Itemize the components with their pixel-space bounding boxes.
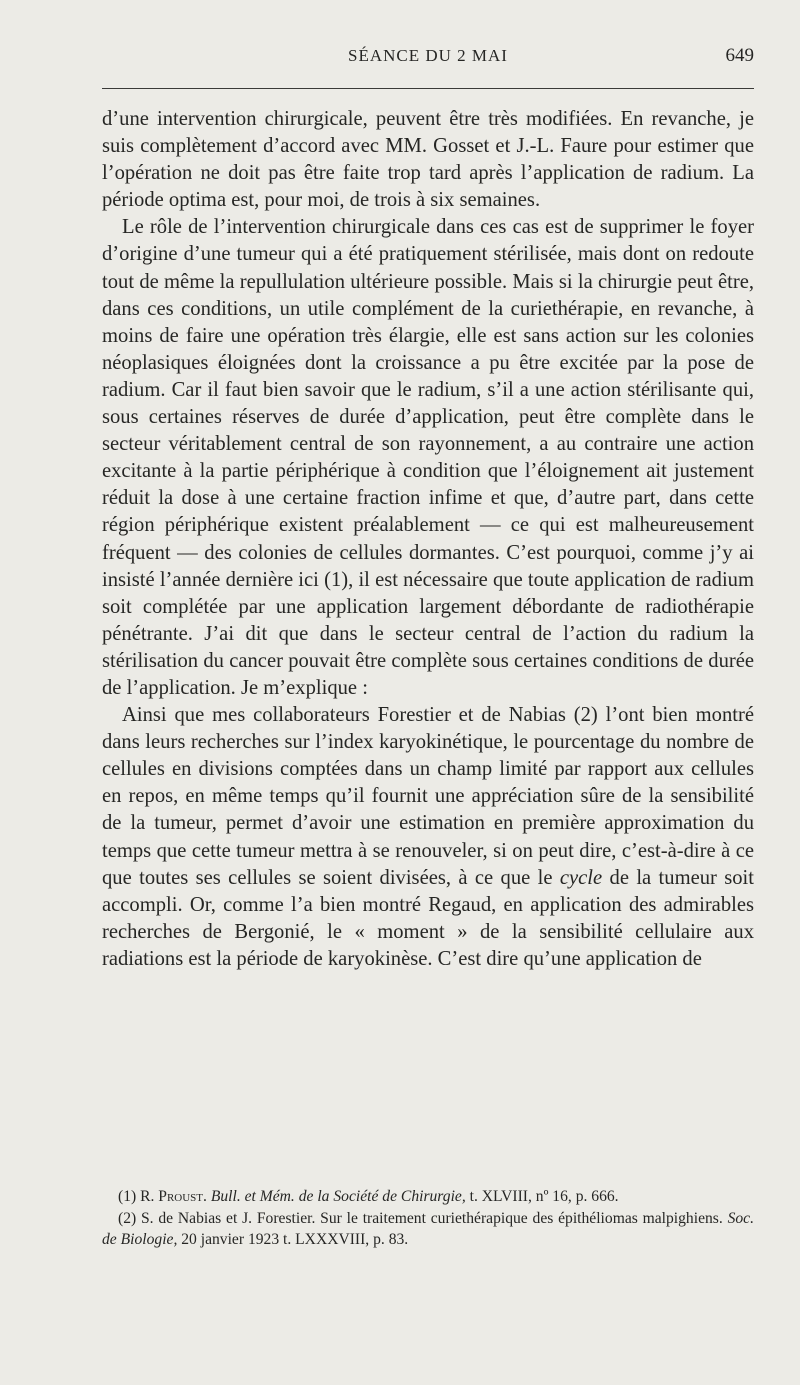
header-rule: [102, 88, 754, 89]
footnote-1-rest: t. XLVIII, nº 16, p. 666.: [465, 1188, 619, 1205]
page-number: 649: [725, 45, 754, 66]
paragraph-2: Le rôle de l’intervention chirurgicale dans ces cas est de supprimer le foyer d’origine d’une tumeur qui a été pratiquement stérilisée, mais dont on redoute tout de même la repullulation ultérieure possible. Mais si la chirurgie peut être, dans ces conditions, un utile complément de la curiethérapie, en revanche, à moins de faire une opération très élargie, elle est sans action sur les colonies néoplasiques éloignées dont la croissance a pu être excitée par la pose de radium. Car il faut bien savoir que le radium, s’il a une action stérilisante qui, sous certaines réserves de durée d’application, peut être complète dans le secteur véritablement central de son rayonnement, a au contraire une action excitante à la partie périphérique à condition que l’éloignement ait justement réduit la dose à une certaine fraction infime et que, d’autre part, dans cette région périphérique existent préalablement — ce qui est malheureusement fréquent — des colonies de cellules dormantes. C’est pourquoi, comme j’y ai insisté l’année dernière ici (1), il est nécessaire que toute application de radium soit complétée par une application largement débordante de radiothérapie pénétrante. J’ai dit que dans le secteur central de l’action du radium la stérilisation du cancer pouvait être complète sous certaines conditions de durée de l’application. Je m’explique :: [102, 216, 754, 699]
running-title: SÉANCE DU 2 MAI: [348, 46, 508, 65]
paragraph-1: d’une intervention chirurgicale, peuvent être très modifiées. En revanche, je suis complètement d’accord avec MM. Gosset et J.-L. Faure pour estimer que l’opération ne doit pas être faite trop tard après l’application de radium. La période optima est, pour moi, de trois à six semaines.: [102, 108, 754, 212]
footnotes: [102, 1186, 754, 1251]
body-text: [102, 106, 754, 973]
footnote-1-author: Proust.: [158, 1188, 207, 1205]
footnote-1: [102, 1186, 754, 1208]
paragraph-3-part-b: de la tumeur soit accompli. Or, comme l’a bien montré Regaud, en application des admirables recherches de Bergonié, le « moment » de la sensibilité cellulaire aux radiations est la période de karyokinèse. C’est dire qu’une application de: [102, 866, 754, 970]
page-header: [102, 42, 754, 76]
footnote-2-journal: Soc. de Biologie,: [102, 1209, 754, 1249]
footnote-2-text: (2) S. de Nabias et J. Forestier. Sur le traitement curiethérapique des épithéliomas malpighiens.: [118, 1209, 728, 1227]
paragraph-3-part-a: Ainsi que mes collaborateurs Forestier et de Nabias (2) l’ont bien montré dans leurs recherches sur l’index karyokinétique, le pourcentage du nombre de cellules en divisions comptées dans un champ limité par rapport aux cellules en repos, en même temps qu’il fournit une appréciation sûre de la sensibilité de la tumeur, permet d’avoir une estimation en première approximation du temps que cette tumeur mettra à se renouveler, si on peut dire, c’est-à-dire à ce que toutes ses cellules se soient divisées, à ce que le: [102, 704, 754, 889]
footnote-2: [102, 1208, 754, 1251]
footnote-2-rest: 20 janvier 1923 t. LXXXVIII, p. 83.: [177, 1231, 409, 1249]
paragraph-3: [102, 702, 754, 973]
cycle-italic: cycle: [559, 866, 603, 889]
footnote-1-marker: (1) R.: [118, 1188, 159, 1205]
footnote-1-title: Bull. et Mém. de la Société de Chirurgie,: [210, 1188, 466, 1205]
